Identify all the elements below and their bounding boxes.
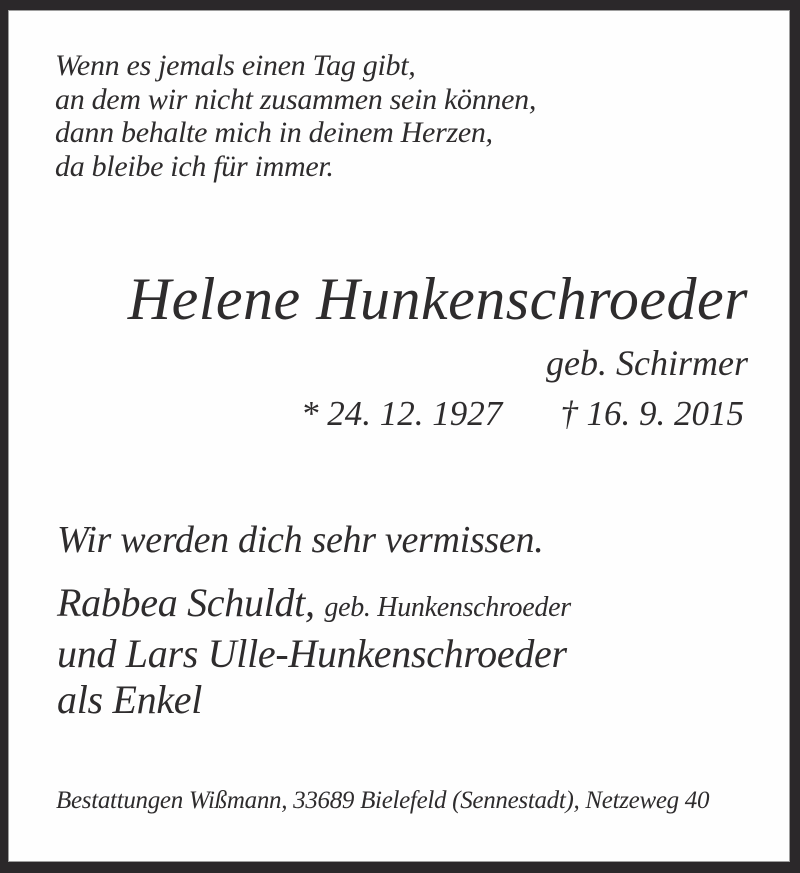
mourner-line: und Lars Ulle-Hunkenschroeder bbox=[57, 631, 567, 676]
mourners-block bbox=[57, 580, 571, 723]
farewell-message: Wir werden dich sehr vermissen. bbox=[57, 519, 544, 561]
mourner-name: Rabbea Schuldt, bbox=[57, 580, 315, 625]
poem-line: an dem wir nicht zusammen sein können, bbox=[55, 82, 537, 116]
poem-line: da bleibe ich für immer. bbox=[55, 149, 334, 183]
deceased-name: Helene Hunkenschroeder bbox=[127, 266, 748, 332]
funeral-home-line: Bestattungen Wißmann, 33689 Bielefeld (Sennestadt), Netzeweg 40 bbox=[56, 787, 710, 814]
poem-line: dann behalte mich in deinem Herzen, bbox=[55, 116, 493, 149]
poem-line: Wenn es jemals einen Tag gibt, bbox=[55, 49, 416, 82]
maiden-name: geb. Schirmer bbox=[546, 343, 748, 383]
birth-date: * 24. 12. 1927 bbox=[301, 394, 503, 433]
death-date: † 16. 9. 2015 bbox=[560, 394, 744, 433]
mourner-line bbox=[57, 580, 571, 631]
mourner-relation: als Enkel bbox=[57, 677, 203, 722]
mourner-maiden-suffix: geb. Hunkenschroeder bbox=[324, 592, 571, 623]
life-dates bbox=[301, 396, 744, 431]
memorial-poem bbox=[55, 49, 536, 183]
